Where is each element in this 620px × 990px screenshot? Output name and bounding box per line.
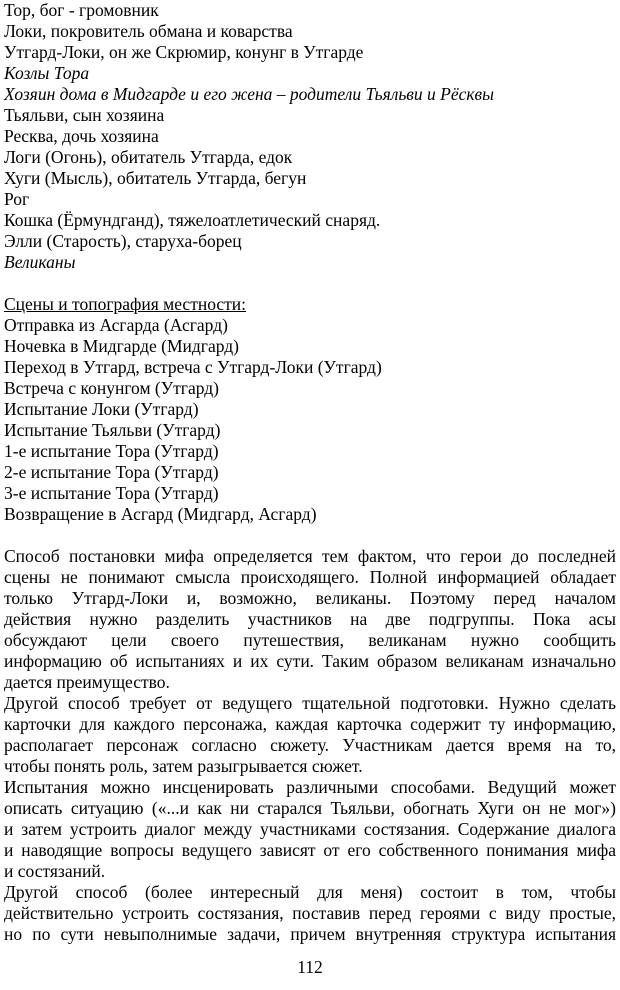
paragraph-line: и затем устроить диалог между участниками состязания. Содержание диалога bbox=[4, 819, 616, 839]
blank-line bbox=[4, 273, 616, 294]
paragraph-line: действительно устроить состязания, поставив перед героями с виду простые, bbox=[4, 903, 616, 923]
character-item: Элли (Старость), старуха-борец bbox=[4, 231, 242, 251]
scene-item: Ночевка в Мидгарде (Мидгард) bbox=[4, 336, 239, 356]
character-item: Рог bbox=[4, 189, 30, 209]
document-page bbox=[4, 0, 616, 990]
paragraph-line: только Утгард-Локи и, возможно, великаны. Поэтому перед началом bbox=[4, 588, 616, 608]
paragraph-line: Испытания можно инсценировать различными способами. Ведущий может bbox=[4, 777, 616, 797]
character-item: Реcква, дочь хозяина bbox=[4, 126, 159, 146]
paragraph-line: карточки для каждого персонажа, каждая карточка содержит ту информацию, bbox=[4, 714, 616, 734]
paragraph-line: информацию об испытаниях и их сути. Таким образом великанам изначально bbox=[4, 651, 616, 671]
character-item: Утгард-Локи, он же Скрюмир, конунг в Утгарде bbox=[4, 42, 364, 62]
paragraph-line: Другой способ требует от ведущего тщательной подготовки. Нужно сделать bbox=[4, 693, 616, 713]
scene-item: 3-е испытание Тора (Утгард) bbox=[4, 483, 219, 503]
character-list bbox=[4, 0, 616, 273]
paragraph-line: обсуждают цели своего путешествия, великанам нужно сообщить bbox=[4, 630, 616, 650]
body-text bbox=[4, 546, 616, 945]
scenes-heading: Сцены и топография местности: bbox=[4, 294, 247, 314]
character-item: Козлы Тора bbox=[4, 63, 90, 83]
paragraph-line: действия нужно разделить участников на две подгруппы. Пока асы bbox=[4, 609, 616, 629]
scene-item: Отправка из Асгарда (Асгард) bbox=[4, 315, 228, 335]
scene-item: 2-е испытание Тора (Утгард) bbox=[4, 462, 219, 482]
character-item: Логи (Огонь), обитатель Утгарда, едок bbox=[4, 147, 293, 167]
character-item: Великаны bbox=[4, 252, 76, 272]
paragraph bbox=[4, 882, 616, 945]
paragraph-line: Другой способ (более интересный для меня) состоит в том, чтобы bbox=[4, 882, 616, 902]
scene-item: Встреча с конунгом (Утгард) bbox=[4, 378, 219, 398]
scene-list bbox=[4, 315, 616, 525]
paragraph bbox=[4, 546, 616, 693]
paragraph-line: но по сути невыполнимые задачи, причем внутренняя структура испытания bbox=[4, 924, 616, 944]
blank-line bbox=[4, 525, 616, 546]
scene-item: Испытание Локи (Утгард) bbox=[4, 399, 199, 419]
character-item: Тьяльви, сын хозяина bbox=[4, 105, 165, 125]
character-item: Тор, бог - громовник bbox=[4, 0, 159, 20]
paragraph-line: Способ постановки мифа определяется тем фактом, что герои до последней bbox=[4, 546, 616, 566]
scene-item: Возвращение в Асгард (Мидгард, Асгард) bbox=[4, 504, 317, 524]
character-item: Хуги (Мысль), обитатель Утгарда, бегун bbox=[4, 168, 307, 188]
scene-item: 1-е испытание Тора (Утгард) bbox=[4, 441, 219, 461]
paragraph-line: располагает персонаж согласно сюжету. Участникам дается время на то, bbox=[4, 735, 616, 755]
scene-item: Испытание Тьяльви (Утгард) bbox=[4, 420, 221, 440]
character-item: Локи, покровитель обмана и коварства bbox=[4, 21, 293, 41]
paragraph-line: описать ситуацию («...и как ни старался Тьяльви, обогнать Хуги он не мог») bbox=[4, 798, 616, 818]
paragraph-line: и наводящие вопросы ведущего зависят от его собственного понимания мифа bbox=[4, 840, 616, 860]
paragraph-line: чтобы понять роль, затем разыгрывается сюжет. bbox=[4, 756, 363, 776]
paragraph bbox=[4, 693, 616, 777]
paragraph-line: сцены не понимают смысла происходящего. Полной информацией обладает bbox=[4, 567, 616, 587]
character-item: Кошка (Ёрмундганд), тяжелоатлетический снаряд. bbox=[4, 210, 381, 230]
paragraph-line: и состязаний. bbox=[4, 861, 106, 881]
scene-item: Переход в Утгард, встреча с Утгард-Локи (Утгард) bbox=[4, 357, 382, 377]
page-number: 112 bbox=[297, 957, 323, 977]
paragraph-line: дается преимущество. bbox=[4, 672, 170, 692]
character-item: Хозяин дома в Мидгарде и его жена – родители Тьяльви и Рёсквы bbox=[4, 84, 494, 104]
paragraph bbox=[4, 777, 616, 882]
